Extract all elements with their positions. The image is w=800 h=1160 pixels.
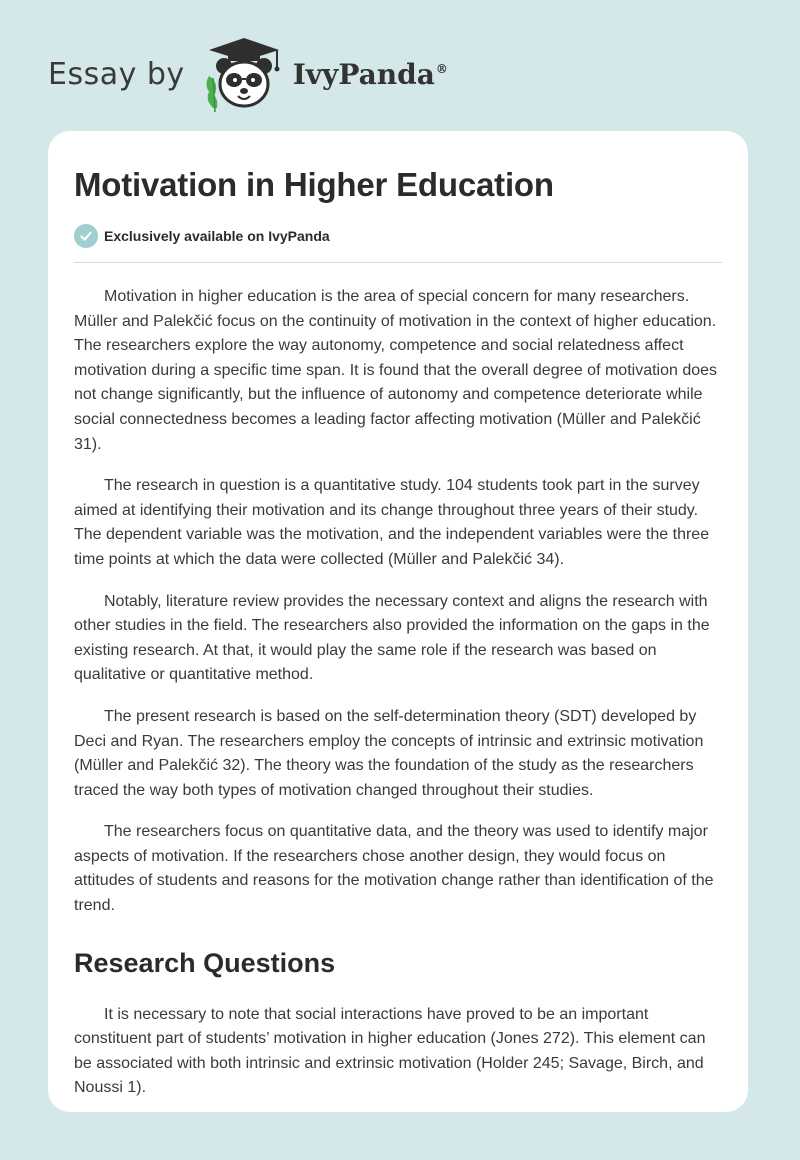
check-circle-icon (74, 224, 98, 248)
paragraph: The research in question is a quantitative study. 104 students took part in the survey aimed at identifying their motivation and its change throughout three years of their study. The dependent variable was the motivation, and the independent variables were the three time points at which the data were collected (Müller and Palekčić 34). (74, 477, 710, 568)
exclusive-label: Exclusively available on IvyPanda (104, 228, 330, 244)
site-header (48, 34, 448, 114)
paragraph: It is necessary to note that social interactions have proved to be an important constituent part of students’ motivation in higher education (Jones 272). This element can be associated with both intrinsic and extrinsic motivation (Holder 245; Savage, Birch, and Noussi 1). (74, 1005, 706, 1097)
paragraph: The researchers focus on quantitative data, and the theory was used to identify major aspects of motivation. If the researchers chose another design, they would focus on attitudes of students and reasons for the motivation change rather than identification of the trend. (74, 823, 714, 915)
article-body (74, 285, 722, 1101)
paragraph: Motivation in higher education is the area of special concern for many researchers. Müller and Palekčić focus on the continuity of motivation in the context of higher education. The researchers explore the way autonomy, competence and social relatedness affect motivation during a specific time span. It is found that the overall degree of motivation does not change significantly, but the influence of autonomy and competence deteriorate while social connectedness becomes a leading factor affecting motivation (Müller and Palekčić 31). (74, 288, 718, 453)
article-card (48, 131, 748, 1112)
divider (74, 262, 722, 263)
paragraph: The present research is based on the self-determination theory (SDT) developed by Deci and Ryan. The researchers employ the concepts of intrinsic and extrinsic motivation (Müller and Palekčić 32). The theory was the foundation of the study as the researchers traced the way both types of motivation changed throughout their studies. (74, 707, 704, 799)
brand-name[interactable]: IvyPanda® (292, 57, 448, 91)
paragraph: Notably, literature review provides the necessary context and aligns the research with other studies in the field. The researchers also provided the information on the gaps in the existing research. At that, it would play the same role if the research was based on qualitative or quantitative method. (74, 592, 710, 684)
registered-mark: ® (435, 62, 448, 77)
article-title: Motivation in Higher Education (74, 166, 554, 203)
section-heading: Research Questions (74, 947, 336, 978)
essay-by-label: Essay by (48, 56, 185, 92)
panda-logo-icon[interactable] (199, 34, 289, 114)
exclusive-badge (74, 224, 722, 248)
